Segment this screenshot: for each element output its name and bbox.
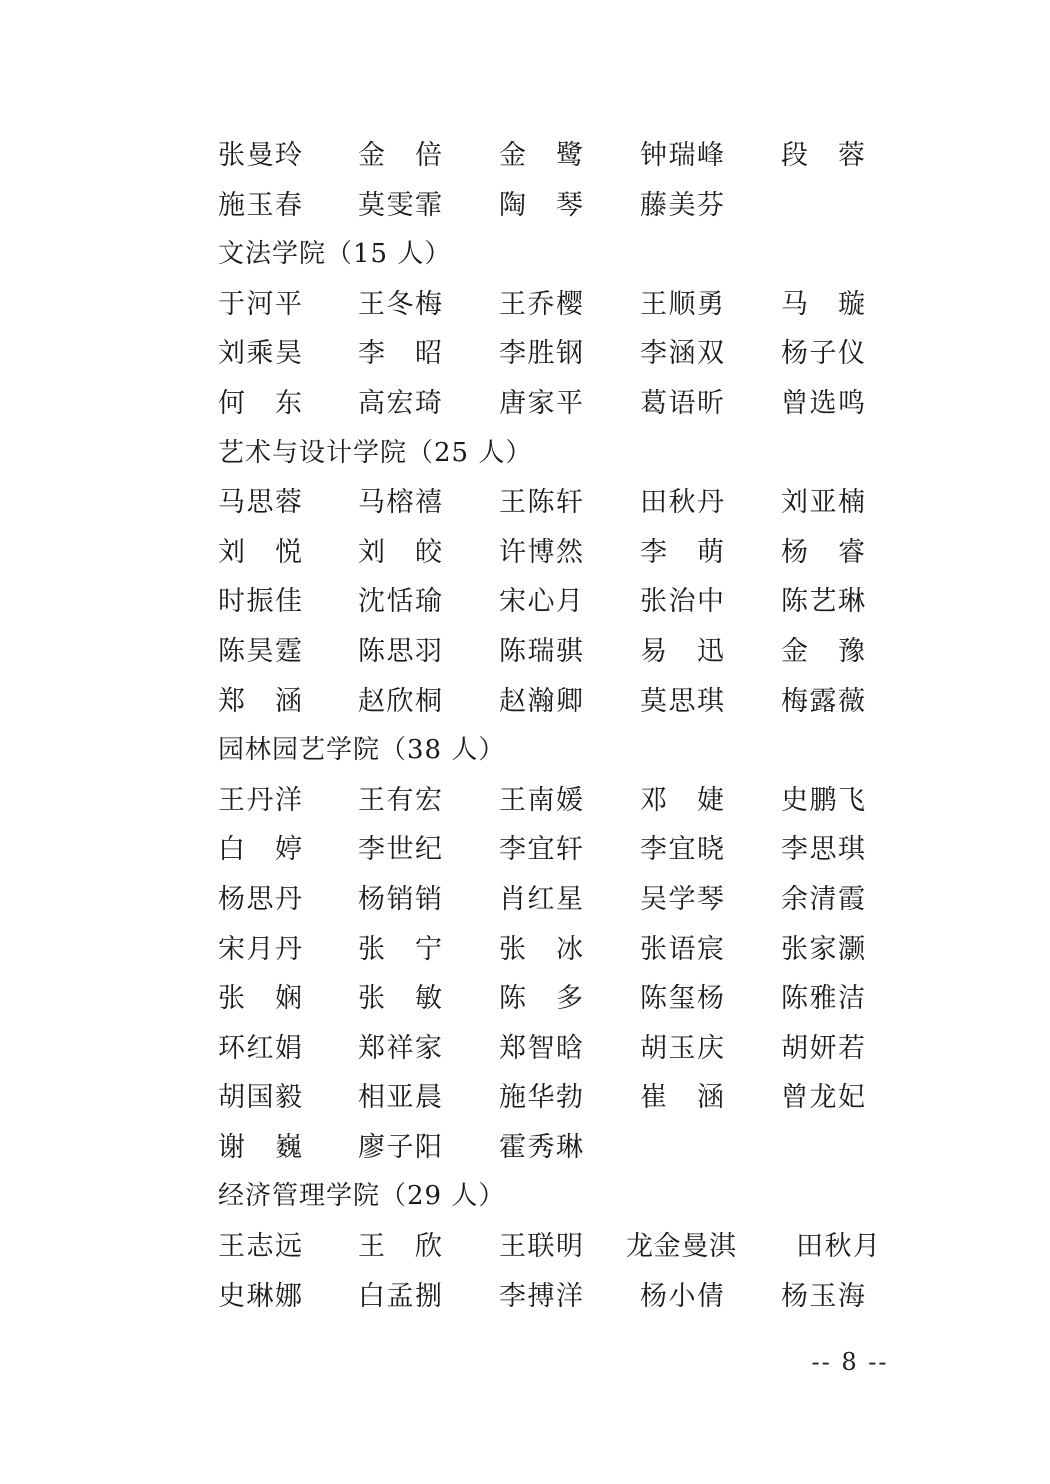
person-name: 李 萌 (640, 536, 724, 568)
person-name: 陈 多 (499, 983, 583, 1015)
name-row (218, 776, 898, 826)
person-name: 田 秋 丹 (640, 487, 724, 519)
person-name: 易 迅 (640, 635, 724, 667)
name-row (218, 974, 898, 1024)
person-name: 金 鹭 (499, 140, 583, 171)
name-row (218, 875, 898, 925)
person-name: 许 博 然 (499, 536, 583, 568)
person-name: 何 东 (218, 387, 302, 419)
person-name: 金 豫 (781, 635, 865, 667)
person-name: 王 丹 洋 (218, 784, 302, 816)
person-name: 杨 玉 海 (781, 1280, 865, 1312)
person-name: 李 思 琪 (781, 834, 865, 866)
person-name: 李 胜 钢 (499, 338, 583, 370)
college-heading: 园林园艺学院（38 人） (218, 735, 506, 766)
person-name: 王 有 宏 (358, 784, 442, 816)
person-name: 宋 心 月 (499, 586, 583, 618)
name-row (218, 1222, 898, 1272)
college-heading: 文法学院（15 人） (218, 239, 452, 270)
person-name: 余 清 霞 (781, 883, 865, 915)
person-name: 王 志 远 (218, 1231, 302, 1263)
person-name: 刘 亚 楠 (781, 487, 865, 519)
name-row (218, 329, 898, 379)
person-name: 张 家 灏 (781, 933, 865, 965)
person-name: 刘 悦 (218, 536, 302, 568)
person-name: 白 孟 捌 (358, 1280, 442, 1312)
person-name: 马 榕 禧 (358, 487, 442, 519)
person-name: 杨 思 丹 (218, 883, 302, 915)
person-name: 王 冬 梅 (358, 288, 442, 320)
person-name: 史 琳 娜 (218, 1280, 302, 1312)
name-row (218, 627, 898, 677)
person-name: 杨 小 倩 (640, 1280, 724, 1312)
name-row (218, 1272, 898, 1322)
person-name: 陈 瑞 骐 (499, 635, 583, 667)
person-name: 陈 艺 琳 (781, 586, 865, 618)
name-row (218, 528, 898, 578)
person-name: 陶 琴 (499, 189, 583, 221)
person-name: 白 婷 (218, 834, 302, 866)
person-name: 施 华 勃 (499, 1082, 583, 1114)
person-name: 李 搏 洋 (499, 1280, 583, 1312)
name-row (218, 379, 898, 429)
person-name: 王 顺 勇 (640, 288, 724, 320)
person-name: 藤 美 芬 (640, 189, 724, 221)
person-name: 郑 涵 (218, 685, 302, 717)
person-name: 陈 玺 杨 (640, 983, 724, 1015)
person-name: 吴 学 琴 (640, 883, 724, 915)
name-list (218, 131, 898, 1321)
person-name: 郑 祥 家 (358, 1032, 442, 1064)
person-name: 唐 家 平 (499, 387, 583, 419)
person-name: 沈 恬 瑜 (358, 586, 442, 618)
person-name: 胡 妍 若 (781, 1032, 865, 1064)
person-name: 李 昭 (358, 338, 442, 370)
person-name: 王 南 媛 (499, 784, 583, 816)
person-name: 刘 皎 (358, 536, 442, 568)
person-name: 杨 睿 (781, 536, 865, 568)
name-row (218, 825, 898, 875)
person-name: 莫 雯 霏 (358, 189, 442, 221)
person-name: 环 红 娟 (218, 1032, 302, 1064)
person-name: 张 治 中 (640, 586, 724, 618)
person-name: 陈 雅 洁 (781, 983, 865, 1015)
person-name: 陈 昊 霆 (218, 635, 302, 667)
person-name: 马 璇 (781, 288, 865, 320)
person-name: 龙 金 曼 淇 (626, 1231, 736, 1263)
person-name: 李 涵 双 (640, 338, 724, 370)
person-name: 王 乔 樱 (499, 288, 583, 320)
person-name: 马 思 蓉 (218, 487, 302, 519)
person-name: 刘 乘 昊 (218, 338, 302, 370)
name-row (218, 1073, 898, 1123)
person-name: 杨 销 销 (358, 883, 442, 915)
person-name: 赵 欣 桐 (358, 685, 442, 717)
person-name: 张 语 宸 (640, 933, 724, 965)
person-name: 张 曼 玲 (218, 140, 302, 171)
person-name: 高 宏 琦 (358, 387, 442, 419)
person-name: 肖 红 星 (499, 883, 583, 915)
person-name: 王 欣 (358, 1231, 442, 1263)
person-name: 张 宁 (358, 933, 442, 965)
person-name: 曾 龙 妃 (781, 1082, 865, 1114)
name-row (218, 577, 898, 627)
person-name: 葛 语 昕 (640, 387, 724, 419)
person-name: 霍 秀 琳 (499, 1131, 583, 1163)
person-name: 胡 国 毅 (218, 1082, 302, 1114)
person-name: 史 鹏 飞 (781, 784, 865, 816)
person-name: 钟 瑞 峰 (640, 140, 724, 171)
person-name: 曾 选 鸣 (781, 387, 865, 419)
person-name: 李 宜 轩 (499, 834, 583, 866)
name-row (218, 478, 898, 528)
college-heading: 经济管理学院（29 人） (218, 1181, 506, 1212)
person-name: 段 蓉 (781, 140, 865, 171)
name-row (218, 925, 898, 975)
person-name: 王 联 明 (499, 1231, 583, 1263)
person-name: 宋 月 丹 (218, 933, 302, 965)
person-name: 时 振 佳 (218, 586, 302, 618)
page-number: -- 8 -- (811, 1348, 889, 1376)
person-name: 郑 智 晗 (499, 1032, 583, 1064)
person-name: 梅 露 薇 (781, 685, 865, 717)
person-name: 张 娴 (218, 983, 302, 1015)
person-name: 李 世 纪 (358, 834, 442, 866)
college-heading: 艺术与设计学院（25 人） (218, 437, 533, 468)
name-row (218, 181, 898, 231)
person-name: 田 秋 月 (796, 1231, 880, 1263)
person-name: 王 陈 轩 (499, 487, 583, 519)
person-name: 于 河 平 (218, 288, 302, 320)
person-name: 张 冰 (499, 933, 583, 965)
person-name: 相 亚 晨 (358, 1082, 442, 1114)
person-name: 杨 子 仪 (781, 338, 865, 370)
person-name: 李 宜 晓 (640, 834, 724, 866)
person-name: 谢 巍 (218, 1131, 302, 1163)
person-name: 张 敏 (358, 983, 442, 1015)
name-row (218, 1024, 898, 1074)
person-name: 廖 子 阳 (358, 1131, 442, 1163)
person-name: 胡 玉 庆 (640, 1032, 724, 1064)
person-name: 陈 思 羽 (358, 635, 442, 667)
person-name: 崔 涵 (640, 1082, 724, 1114)
person-name: 金 倍 (358, 140, 442, 171)
name-row (218, 131, 898, 181)
name-row (218, 677, 898, 727)
person-name: 施 玉 春 (218, 189, 302, 221)
name-row (218, 1123, 898, 1173)
person-name: 赵 瀚 卿 (499, 685, 583, 717)
name-row (218, 280, 898, 330)
person-name: 邓 婕 (640, 784, 724, 816)
person-name: 莫 思 琪 (640, 685, 724, 717)
